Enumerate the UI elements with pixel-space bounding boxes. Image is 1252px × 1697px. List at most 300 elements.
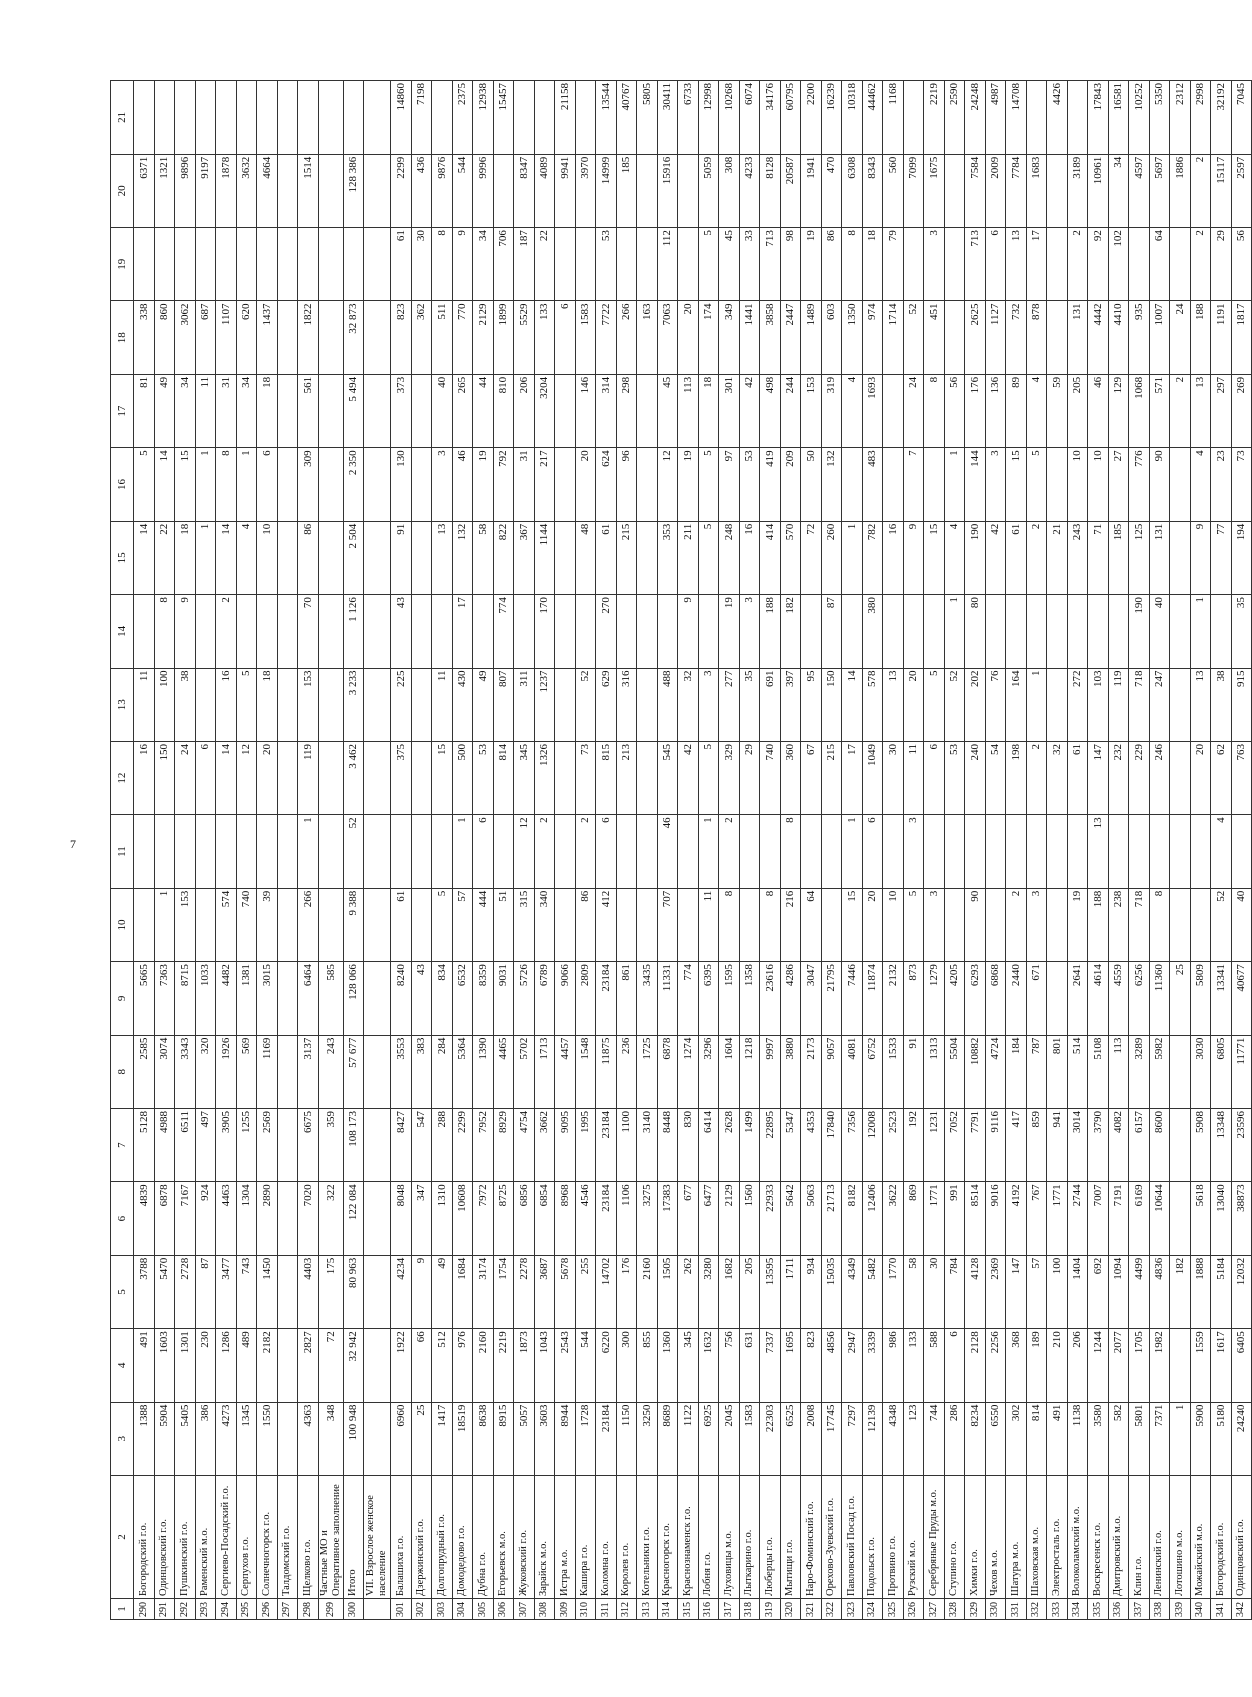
value-cell	[195, 228, 216, 301]
table-row	[678, 81, 699, 1620]
value-cell	[195, 668, 216, 741]
value-cell: 46	[1088, 374, 1109, 447]
value-cell: 9	[903, 521, 924, 594]
value-cell	[277, 741, 298, 814]
value-cell: 353	[657, 521, 678, 594]
value-cell: 1632	[698, 1329, 719, 1402]
municipality-cell: Орехово-Зуевский г.о.	[821, 1476, 842, 1599]
value-cell: 1817	[1231, 301, 1252, 374]
value-cell	[134, 81, 155, 155]
value-cell	[801, 595, 822, 668]
value-cell: 14	[216, 521, 237, 594]
value-cell: 7045	[1231, 81, 1252, 155]
value-cell: 3632	[236, 154, 257, 227]
value-cell	[216, 815, 237, 888]
value-cell: 1191	[1211, 301, 1232, 374]
value-cell: 14	[134, 521, 155, 594]
value-cell: 5184	[1211, 1255, 1232, 1328]
rotated-content	[110, 80, 1248, 1620]
value-cell: 7784	[1006, 154, 1027, 227]
row-number-cell: 325	[883, 1599, 904, 1620]
table-row	[760, 81, 781, 1620]
value-cell: 56	[1231, 228, 1252, 301]
value-cell: 4234	[391, 1255, 412, 1328]
value-cell: 22	[154, 521, 175, 594]
value-cell: 3275	[637, 1182, 658, 1255]
value-cell: 8359	[473, 962, 494, 1035]
value-cell: 1714	[883, 301, 904, 374]
value-cell: 1310	[432, 1182, 453, 1255]
value-cell	[175, 815, 196, 888]
value-cell: 2299	[452, 1108, 473, 1181]
value-cell: 11	[903, 741, 924, 814]
value-cell: 5180	[1211, 1402, 1232, 1475]
row-number-cell: 318	[739, 1599, 760, 1620]
value-cell: 4664	[257, 154, 278, 227]
value-cell: 5059	[698, 154, 719, 227]
municipality-cell: Подольск г.о.	[862, 1476, 883, 1599]
value-cell: 5063	[801, 1182, 822, 1255]
value-cell: 61	[1006, 521, 1027, 594]
value-cell: 13	[1190, 668, 1211, 741]
value-cell	[1170, 741, 1191, 814]
value-cell: 73	[575, 741, 596, 814]
table-row	[298, 81, 319, 1620]
municipality-cell: Сергиево-Посадский г.о.	[216, 1476, 237, 1599]
value-cell	[195, 888, 216, 961]
row-number-cell: 328	[944, 1599, 965, 1620]
value-cell: 878	[1026, 301, 1047, 374]
table-row	[821, 81, 842, 1620]
value-cell: 3	[924, 888, 945, 961]
table-row	[473, 81, 494, 1620]
value-cell: 3343	[175, 1035, 196, 1108]
value-cell	[883, 815, 904, 888]
value-cell: 9197	[195, 154, 216, 227]
value-cell: 2200	[801, 81, 822, 155]
value-cell: 4482	[216, 962, 237, 1035]
value-cell: 44	[473, 374, 494, 447]
value-cell: 51	[493, 888, 514, 961]
value-cell: 1	[1026, 668, 1047, 741]
table-row	[134, 81, 155, 1620]
value-cell: 52	[343, 815, 364, 888]
value-cell: 687	[195, 301, 216, 374]
value-cell: 974	[862, 301, 883, 374]
value-cell: 262	[678, 1255, 699, 1328]
value-cell: 12	[657, 448, 678, 521]
value-cell	[1170, 1035, 1191, 1108]
value-cell	[1170, 1182, 1191, 1255]
value-cell: 743	[236, 1255, 257, 1328]
row-number-cell: 291	[154, 1599, 175, 1620]
value-cell: 300	[616, 1329, 637, 1402]
value-cell: 206	[1067, 1329, 1088, 1402]
value-cell	[134, 228, 155, 301]
value-cell: 713	[760, 228, 781, 301]
value-cell: 38	[1211, 668, 1232, 741]
value-cell: 5618	[1190, 1182, 1211, 1255]
municipality-cell: Котельники г.о.	[637, 1476, 658, 1599]
section-empty-cell	[364, 668, 391, 741]
value-cell: 1603	[154, 1329, 175, 1402]
value-cell: 188	[1190, 301, 1211, 374]
value-cell: 43	[391, 595, 412, 668]
value-cell: 87	[195, 1255, 216, 1328]
value-cell: 5900	[1190, 1402, 1211, 1475]
value-cell: 3858	[760, 301, 781, 374]
value-cell	[657, 595, 678, 668]
value-cell: 58	[473, 521, 494, 594]
value-cell	[739, 888, 760, 961]
value-cell: 1711	[780, 1255, 801, 1328]
value-cell: 417	[1006, 1108, 1027, 1181]
value-cell: 491	[1047, 1402, 1068, 1475]
value-cell: 15916	[657, 154, 678, 227]
value-cell: 1441	[739, 301, 760, 374]
value-cell: 11	[134, 668, 155, 741]
value-cell: 185	[1108, 521, 1129, 594]
value-cell: 230	[195, 1329, 216, 1402]
value-cell	[134, 888, 155, 961]
value-cell: 8715	[175, 962, 196, 1035]
value-cell: 7063	[657, 301, 678, 374]
value-cell	[277, 1402, 298, 1475]
value-cell	[411, 815, 432, 888]
value-cell: 45	[719, 228, 740, 301]
municipality-cell: Чехов м.о.	[985, 1476, 1006, 1599]
municipality-cell: Долгопрудный г.о.	[432, 1476, 453, 1599]
value-cell: 272	[1067, 668, 1088, 741]
value-cell: 2219	[493, 1329, 514, 1402]
value-cell: 49	[473, 668, 494, 741]
value-cell	[318, 154, 343, 227]
table-row	[739, 81, 760, 1620]
value-cell	[1006, 595, 1027, 668]
value-cell: 706	[493, 228, 514, 301]
value-cell	[277, 521, 298, 594]
value-cell: 229	[1129, 741, 1150, 814]
value-cell: 21795	[821, 962, 842, 1035]
value-cell: 8929	[493, 1108, 514, 1181]
table-row	[534, 81, 555, 1620]
value-cell	[318, 815, 343, 888]
value-cell: 6925	[698, 1402, 719, 1475]
value-cell: 1713	[534, 1035, 555, 1108]
value-cell	[1170, 888, 1191, 961]
value-cell: 5801	[1129, 1402, 1150, 1475]
row-number-cell: 299	[318, 1599, 343, 1620]
value-cell: 133	[534, 301, 555, 374]
value-cell: 20587	[780, 154, 801, 227]
value-cell: 16581	[1108, 81, 1129, 155]
municipality-cell: Зарайск м.о.	[534, 1476, 555, 1599]
value-cell: 7952	[473, 1108, 494, 1181]
table-row	[236, 81, 257, 1620]
value-cell	[175, 228, 196, 301]
value-cell	[1026, 81, 1047, 155]
value-cell: 7052	[944, 1108, 965, 1181]
value-cell: 14860	[391, 81, 412, 155]
value-cell: 744	[924, 1402, 945, 1475]
value-cell: 2256	[985, 1329, 1006, 1402]
row-number-cell: 315	[678, 1599, 699, 1620]
value-cell: 470	[821, 154, 842, 227]
value-cell: 5108	[1088, 1035, 1109, 1108]
value-cell: 414	[760, 521, 781, 594]
value-cell	[1170, 595, 1191, 668]
value-cell: 489	[236, 1329, 257, 1402]
municipality-cell: Королев г.о.	[616, 1476, 637, 1599]
municipality-cell: Ленинский г.о.	[1149, 1476, 1170, 1599]
value-cell: 1007	[1149, 301, 1170, 374]
table-row	[1006, 81, 1027, 1620]
value-cell: 8	[154, 595, 175, 668]
value-cell: 3553	[391, 1035, 412, 1108]
value-cell: 4597	[1129, 154, 1150, 227]
value-cell: 17	[1026, 228, 1047, 301]
municipality-cell: Серебряные Пруды м.о.	[924, 1476, 945, 1599]
value-cell: 1313	[924, 1035, 945, 1108]
value-cell: 40	[432, 374, 453, 447]
value-cell: 79	[883, 228, 904, 301]
value-cell: 23184	[596, 1182, 617, 1255]
value-cell: 315	[514, 888, 535, 961]
value-cell: 4839	[134, 1182, 155, 1255]
value-cell: 6854	[534, 1182, 555, 1255]
value-cell: 1068	[1129, 374, 1150, 447]
value-cell: 5364	[452, 1035, 473, 1108]
value-cell: 8	[216, 448, 237, 521]
value-cell	[1108, 815, 1129, 888]
value-cell: 2008	[801, 1402, 822, 1475]
value-cell: 58	[903, 1255, 924, 1328]
value-cell: 585	[318, 962, 343, 1035]
value-cell: 6308	[842, 154, 863, 227]
value-cell: 30	[924, 1255, 945, 1328]
value-cell: 67	[801, 741, 822, 814]
value-cell: 1	[842, 815, 863, 888]
value-cell: 5805	[637, 81, 658, 155]
table-row	[1047, 81, 1068, 1620]
value-cell: 8182	[842, 1182, 863, 1255]
value-cell: 1873	[514, 1329, 535, 1402]
value-cell: 103	[1088, 668, 1109, 741]
row-number-cell: 337	[1129, 1599, 1150, 1620]
value-cell: 23	[1211, 448, 1232, 521]
value-cell: 14	[216, 741, 237, 814]
municipality-cell: Жуковский г.о.	[514, 1476, 535, 1599]
table-row	[575, 81, 596, 1620]
value-cell: 238	[1108, 888, 1129, 961]
value-cell: 4987	[985, 81, 1006, 155]
value-cell: 76	[985, 668, 1006, 741]
municipality-cell: Павловский Посад г.о.	[842, 1476, 863, 1599]
value-cell: 144	[965, 448, 986, 521]
value-cell: 383	[411, 1035, 432, 1108]
value-cell: 23616	[760, 962, 781, 1035]
value-cell: 620	[236, 301, 257, 374]
row-number-cell: 305	[473, 1599, 494, 1620]
value-cell: 784	[944, 1255, 965, 1328]
value-cell: 345	[514, 741, 535, 814]
value-cell	[883, 595, 904, 668]
value-cell: 153	[298, 668, 319, 741]
value-cell: 3	[1026, 888, 1047, 961]
value-cell: 8	[111, 1035, 134, 1108]
value-cell	[277, 1329, 298, 1402]
value-cell: 11	[698, 888, 719, 961]
table-row	[657, 81, 678, 1620]
value-cell: 2998	[1190, 81, 1211, 155]
municipality-cell: Лотошино м.о.	[1170, 1476, 1191, 1599]
value-cell	[637, 595, 658, 668]
value-cell	[277, 301, 298, 374]
value-cell: 3	[698, 668, 719, 741]
value-cell: 1583	[739, 1402, 760, 1475]
value-cell: 707	[657, 888, 678, 961]
municipality-cell: Домодедово г.о.	[452, 1476, 473, 1599]
value-cell: 5665	[134, 962, 155, 1035]
value-cell: 561	[298, 374, 319, 447]
value-cell: 8600	[1149, 1108, 1170, 1181]
municipality-cell: Ступино г.о.	[944, 1476, 965, 1599]
section-empty-cell	[364, 154, 391, 227]
table-row	[944, 81, 965, 1620]
municipality-cell: Дмитровский м.о.	[1108, 1476, 1129, 1599]
value-cell: 13	[432, 521, 453, 594]
value-cell: 3250	[637, 1402, 658, 1475]
section-empty-cell	[364, 815, 391, 888]
municipality-cell: Щелково г.о.	[298, 1476, 319, 1599]
value-cell: 3339	[862, 1329, 883, 1402]
value-cell: 718	[1129, 668, 1150, 741]
total-row	[343, 81, 364, 1620]
value-cell: 12998	[698, 81, 719, 155]
value-cell	[616, 815, 637, 888]
value-cell: 2	[1190, 228, 1211, 301]
value-cell: 12139	[862, 1402, 883, 1475]
value-cell	[411, 521, 432, 594]
value-cell	[575, 595, 596, 668]
value-cell: 3	[739, 595, 760, 668]
value-cell: 3047	[801, 962, 822, 1035]
value-cell: 347	[411, 1182, 432, 1255]
value-cell: 147	[1088, 741, 1109, 814]
value-cell	[277, 1255, 298, 1328]
value-cell: 131	[1149, 521, 1170, 594]
value-cell	[944, 888, 965, 961]
value-cell: 2219	[924, 81, 945, 155]
value-cell	[343, 81, 364, 155]
value-cell: 19	[719, 595, 740, 668]
value-cell: 189	[1026, 1329, 1047, 1402]
value-cell	[257, 595, 278, 668]
value-cell: 1	[1170, 1402, 1191, 1475]
value-cell: 2045	[719, 1402, 740, 1475]
value-cell: 924	[195, 1182, 216, 1255]
section-empty-cell	[364, 1402, 391, 1475]
value-cell: 935	[1129, 301, 1150, 374]
value-cell: 692	[1088, 1255, 1109, 1328]
value-cell: 13341	[1211, 962, 1232, 1035]
value-cell: 128 386	[343, 154, 364, 227]
value-cell: 2	[534, 815, 555, 888]
value-cell: 1279	[924, 962, 945, 1035]
row-number-cell: 314	[657, 1599, 678, 1620]
value-cell: 32	[1047, 741, 1068, 814]
row-number-cell: 301	[391, 1599, 412, 1620]
row-number-cell: 307	[514, 1599, 535, 1620]
value-cell: 1941	[801, 154, 822, 227]
value-cell: 801	[1047, 1035, 1068, 1108]
value-cell: 1255	[236, 1108, 257, 1181]
value-cell: 39	[257, 888, 278, 961]
value-cell: 72	[318, 1329, 343, 1402]
value-cell: 2628	[719, 1108, 740, 1181]
value-cell: 32 942	[343, 1329, 364, 1402]
value-cell: 225	[391, 668, 412, 741]
value-cell: 8	[719, 888, 740, 961]
value-cell: 2375	[452, 81, 473, 155]
row-number-cell: 311	[596, 1599, 617, 1620]
value-cell	[236, 228, 257, 301]
value-cell: 288	[432, 1108, 453, 1181]
row-number-cell: 313	[637, 1599, 658, 1620]
value-cell: 16	[883, 521, 904, 594]
value-cell	[616, 228, 637, 301]
value-cell: 6	[555, 301, 576, 374]
value-cell: 5 494	[343, 374, 364, 447]
value-cell: 1127	[985, 301, 1006, 374]
value-cell	[616, 595, 637, 668]
value-cell: 309	[298, 448, 319, 521]
value-cell: 17840	[821, 1108, 842, 1181]
value-cell: 2447	[780, 301, 801, 374]
value-cell: 4082	[1108, 1108, 1129, 1181]
value-cell: 48	[575, 521, 596, 594]
value-cell: 483	[862, 448, 883, 521]
value-cell: 12406	[862, 1182, 883, 1255]
value-cell: 9	[678, 595, 699, 668]
table-row	[1026, 81, 1047, 1620]
value-cell	[411, 741, 432, 814]
row-number-cell: 303	[432, 1599, 453, 1620]
value-cell: 861	[616, 962, 637, 1035]
value-cell	[277, 668, 298, 741]
value-cell: 164	[1006, 668, 1027, 741]
value-cell: 1548	[575, 1035, 596, 1108]
value-cell: 1106	[616, 1182, 637, 1255]
value-cell	[236, 815, 257, 888]
value-cell: 24	[1170, 301, 1191, 374]
value-cell: 2440	[1006, 962, 1027, 1035]
row-number-cell: 1	[111, 1599, 134, 1620]
value-cell: 7722	[596, 301, 617, 374]
row-number-cell: 324	[862, 1599, 883, 1620]
value-cell: 40	[1231, 888, 1252, 961]
value-cell: 188	[760, 595, 781, 668]
value-cell: 4286	[780, 962, 801, 1035]
value-cell: 205	[739, 1255, 760, 1328]
value-cell: 73	[1231, 448, 1252, 521]
value-cell: 77	[1211, 521, 1232, 594]
value-cell: 21	[1047, 521, 1068, 594]
value-cell	[1026, 815, 1047, 888]
value-cell: 8048	[391, 1182, 412, 1255]
value-cell: 22895	[760, 1108, 781, 1181]
value-cell: 12	[236, 741, 257, 814]
